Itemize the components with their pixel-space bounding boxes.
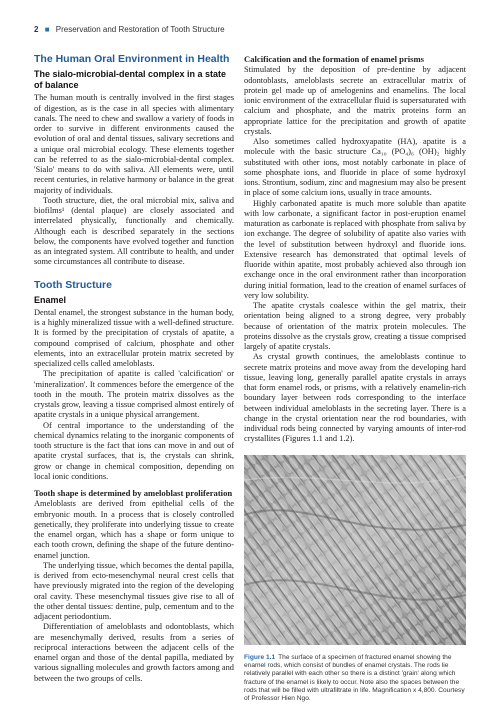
paragraph: As crystal growth continues, the ameloblasts continue to secrete matrix proteins and move away from the developing hard tissue, leaving long, generally parallel apatite crystals in arrays that form enamel rods, or prisms, with a relatively enamelin-rich boundary layer between rods corresponding to the interface between individual ameloblasts in the secreting layer. There is a change in the crystal orientation near the rod boundaries, with individual rods being connected by varying amounts of inter-rod crystallites (Figures 1.1 and 1.2). [244,352,466,444]
paragraph: Of central importance to the understanding of the chemical dynamics relating to the inorganic components of tooth structure is the fact that ions can move in and out of apatite crystal surfaces, that is, the crystals can shrink, grow or change in chemical composition, depending on local ionic conditions. [34,420,234,481]
running-head [34,25,225,34]
paragraph: Stimulated by the deposition of pre-dentine by adjacent odontoblasts, ameloblasts secrete an extracellular matrix of protein gel made up of amelogenins and enamelins. The local ionic environment of the extracellular fluid is supersaturated with calcium and phosphate, and the matrix proteins form an appropriate lattice for the precipitation and growth of apatite crystals. [244,65,466,136]
figure-caption [244,654,466,704]
running-title: Preservation and Restoration of Tooth Structure [55,25,225,34]
paragraph: The human mouth is centrally involved in the first stages of digestion, as is the case in all species with alimentary canals. The need to chew and swallow a variety of foods in order to survive in different environments caused the evolution of oral and dental tissues, salivary secretions and a unique oral microbial ecology. These elements together can be referred to as the sialo-microbial-dental complex. 'Sialo' means to do with saliva. All elements were, until recent centuries, in relative harmony or balance in the great majority of individuals. [34,93,234,195]
paragraph: The apatite crystals coalesce within the gel matrix, their orientation being aligned to a strong degree, very probably because of orientation of the matrix protein molecules. The proteins dissolve as the crystals grow, creating a tissue comprised largely of apatite crystals. [244,301,466,351]
subsection-title-calcification: Calcification and the formation of enamel prisms [244,54,424,64]
right-column [244,54,466,704]
paragraph: Also sometimes called hydroxyapatite (HA), apatite is a molecule with the basic structure Ca₁₀ (PO₄)₆ (OH)₂ highly substituted with other ions, most notably carbonate in place of some phosphate ions, and fluoride in place of some hydroxyl ions. Strontium, sodium, zinc and magnesium may also be present in place of some calcium ions, usually in trace amounts. [244,137,466,198]
figure-label: Figure 1.1 [244,653,276,661]
page-number: 2 [34,25,39,34]
left-column [34,54,234,684]
paragraph: Tooth structure, diet, the oral microbial mix, saliva and biofilms¹ (dental plaque) are closely associated and interrelated physically, functionally and chemically. Although each is described separately in the sections below, the components have evolved together and function as an integrated system. All contribute to health, and under some circumstances all contribute to disease. [34,195,234,267]
header-separator: ■ [44,25,50,34]
subsection-title-sialo-complex: The sialo-microbial-dental complex in a state of balance [34,69,227,91]
paragraph: The precipitation of apatite is called 'calcification' or 'mineralization'. It commences before the emergence of the tooth in the mouth. The protein matrix dissolves as the crystals grow, leaving a tissue comprised almost entirely of apatite crystals in a unique physical arrangement. [34,369,234,420]
subsection-title-tooth-shape: Tooth shape is determined by ameloblast proliferation [34,488,233,498]
paragraph: The underlying tissue, which becomes the dental papilla, is derived from ecto-mesenchymal neural crest cells that have previously migrated into the region of the developing oral cavity. These mesenchymal tissues give rise to all of the other dental tissues: dentine, pulp, cementum and to the adjacent periodontium. [34,560,234,621]
figure-caption-text: The surface of a specimen of fractured enamel showing the enamel rods, which consist of bundles of enamel crystals. The rods lie relatively parallel with each other so there is a distinct 'grain' along which fracture of the enamel is likely to occur. Note also the spaces between the rods that will be filled with ultrafiltrate in life. Magnification x 4,800. Courtesy of Professor Hien Ngo. [244,653,465,703]
paragraph: Dental enamel, the strongest substance in the human body, is a highly mineralized tissue with a well-defined structure. It is formed by the precipitation of crystals of apatite, a compound comprised of calcium, phosphate and other elements, into an extracellular protein matrix secreted by specialized cells called ameloblasts. [34,307,234,368]
section-title-tooth-structure: Tooth Structure [34,278,112,291]
paragraph: Ameloblasts are derived from epithelial cells of the embryonic mouth. In a process that is closely controlled genetically, they proliferate into underlying tissue to create the enamel organ, which has a shape or form unique to each tooth crown, defining the shape of the future dentino-enamel junction. [34,499,234,560]
figure-enamel-micrograph [244,455,466,645]
paragraph: Differentiation of ameloblasts and odontoblasts, which are mesenchymally derived, results from a series of reciprocal interactions between the adjacent cells of the enamel organ and those of the dental papilla, mediated by various signalling molecules and growth factors among and between the two groups of cells. [34,622,234,683]
subsection-title-enamel: Enamel [34,294,67,305]
section-title-oral-environment: The Human Oral Environment in Health [34,53,230,65]
paragraph: Highly carbonated apatite is much more soluble than apatite with low carbonate, a significant factor in post-eruption enamel maturation as carbonate is replaced with phosphate from saliva by ion exchange. The degree of solubility of apatite also varies with the level of substitution between hydroxyl and fluoride ions. Extensive research has demonstrated that optimal levels of fluoride within apatite, most probably achieved also through ion exchange once in the oral environment rather than incorporation during initial formation, lead to the creation of enamel surfaces of very low solubility. [244,198,466,300]
